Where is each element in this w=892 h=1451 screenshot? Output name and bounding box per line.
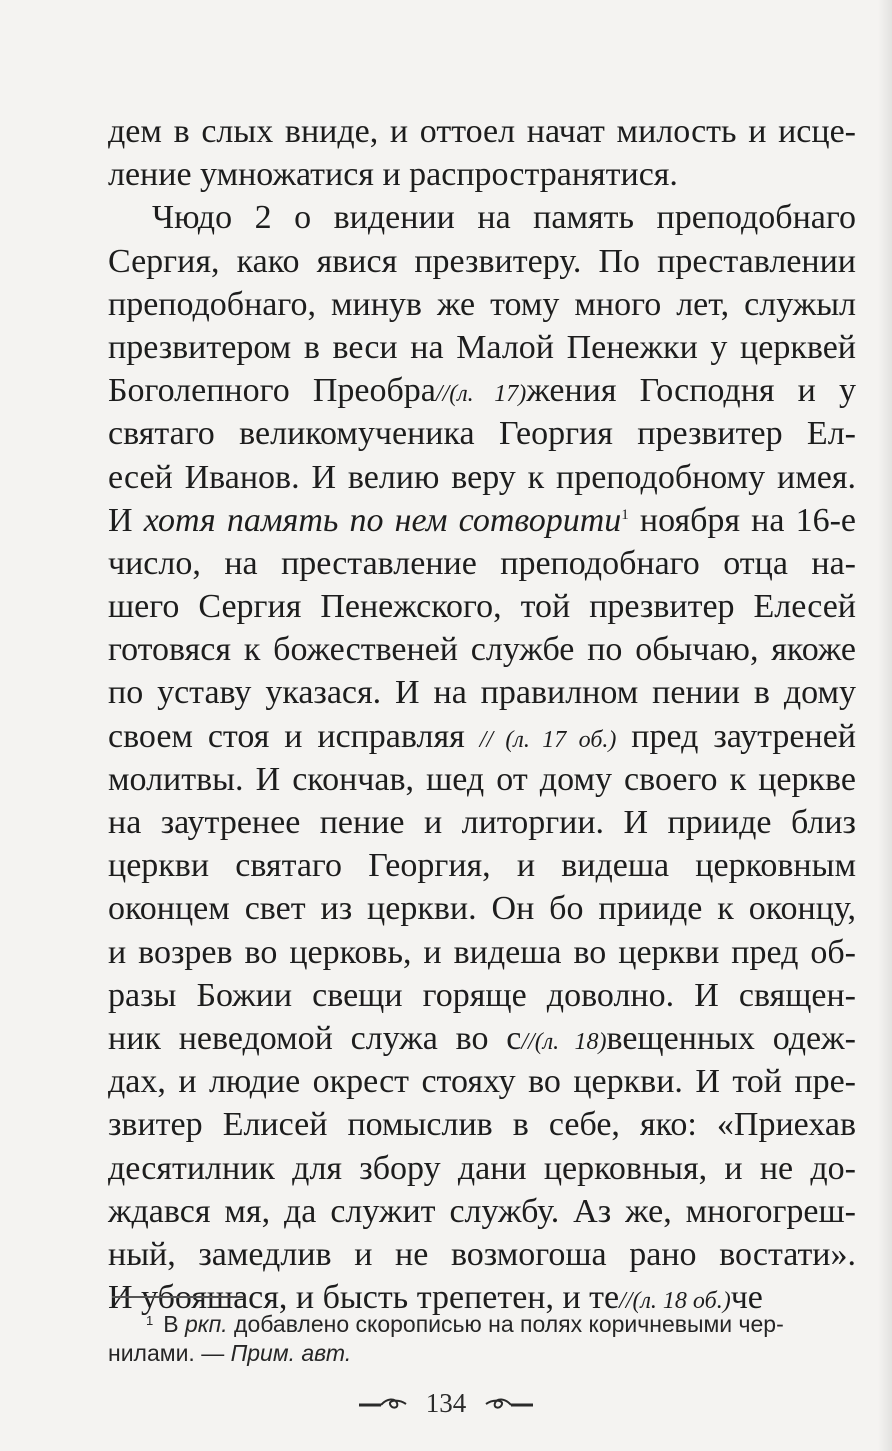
ornament-right-icon: [483, 1397, 535, 1411]
text-line: [108, 283, 856, 326]
text-line: [108, 628, 856, 671]
text-segment: преподобнаго, минув же тому много лет, служыл: [108, 285, 856, 323]
text-segment: ноября на 16-е: [628, 501, 856, 539]
text-segment: звитер Елисей помыслив в себе, яко: «Приехав: [108, 1106, 856, 1144]
text-segment: молитвы. И скончав, шед от дому своего к церкве: [108, 760, 856, 798]
text-segment: на заутренее пение и литоргии. И прииде близ: [108, 804, 856, 841]
text-line: [108, 1147, 856, 1190]
text-segment: ление умножатися и распространятися.: [108, 156, 678, 194]
text-line: [108, 240, 856, 283]
page-number-footer: [0, 1386, 892, 1419]
footnote-marker: 1: [146, 1313, 154, 1328]
text-segment: готовяся к божественей службе по обычаю, якоже: [108, 631, 856, 669]
text-line: [108, 801, 856, 844]
text-segment: разы Божии свещи горяще доволно. И священ-: [108, 976, 856, 1014]
text-line: [108, 369, 856, 412]
footnote-ref: 1: [621, 506, 629, 523]
text-segment: презвитером в веси на Малой Пенежки у церквей: [108, 328, 856, 366]
footnote: [108, 1304, 856, 1370]
text-line: [108, 931, 856, 974]
text-line: [108, 585, 856, 628]
text-segment: и возрев во церковь, и видеша во церкви пред об-: [108, 933, 856, 971]
main-text: [108, 110, 856, 1319]
text-line: [108, 715, 856, 758]
text-segment: ный, замедлив и не возмогоша рано востати».: [108, 1235, 856, 1273]
text-line: [108, 110, 856, 153]
text-line: [108, 887, 856, 930]
text-segment: пред заутреней: [616, 717, 856, 755]
text-segment: ник неведомой служа во с: [108, 1019, 522, 1057]
text-segment: хотя память по нем сотворити: [143, 501, 622, 539]
folio-reference: // (л. 17 об.): [479, 726, 617, 753]
ornament-left-icon: [357, 1397, 409, 1411]
text-line: [108, 1233, 856, 1276]
text-segment: шего Сергия Пенежского, той презвитер Елесей: [108, 588, 856, 626]
text-segment: оконцем свет из церкви. Он бо прииде к оконцу,: [108, 890, 856, 928]
text-line: [108, 758, 856, 801]
text-line: [108, 1190, 856, 1233]
text-line: [108, 456, 856, 499]
text-segment: святаго великомученика Георгия презвитер Ел-: [108, 415, 856, 453]
text-segment: своем стоя и исправляя: [108, 717, 480, 755]
text-line: [108, 1017, 856, 1060]
text-line: [108, 153, 856, 196]
footnote-rule: [112, 1296, 244, 1298]
text-segment: дем в слых вниде, и оттоел начат милость и исце-: [108, 113, 856, 150]
text-segment: И: [108, 501, 144, 539]
text-segment: церкви святаго Георгия, и видеша церковным: [108, 847, 856, 885]
text-segment: че: [730, 1279, 763, 1317]
page-number: 134: [425, 1388, 467, 1419]
text-segment: жения Господня и у: [526, 372, 856, 410]
text-line: [108, 412, 856, 455]
text-line: [108, 844, 856, 887]
text-line: [108, 671, 856, 714]
text-segment: вещенных одеж-: [606, 1019, 856, 1057]
text-segment: число, на преставление преподобнаго отца на-: [108, 544, 856, 582]
text-segment: И убояшася, и бысть трепетен, и те: [108, 1279, 620, 1317]
folio-reference: //(л. 17): [435, 381, 527, 408]
folio-reference: //(л. 18 об.): [619, 1288, 731, 1315]
text-segment: есей Иванов. И велию веру к преподобному имея.: [108, 458, 856, 496]
page-edge-shadow: [878, 0, 892, 1451]
text-line: [108, 326, 856, 369]
text-line: [108, 499, 856, 542]
footnote-line: $^1$ В ркп. добавлено скорописью на полях коричневыми чер-: [146, 1311, 784, 1337]
text-segment: Чюдо 2 о видении на память преподобнаго: [152, 199, 856, 237]
text-segment: Боголепного Преобра: [108, 372, 436, 410]
text-segment: по уставу указася. И на правилном пении в дому: [108, 674, 856, 712]
text-line: [108, 1103, 856, 1146]
text-segment: ждався мя, да служит службу. Аз же, многогреш-: [108, 1192, 856, 1230]
folio-reference: //(л. 18): [521, 1028, 607, 1055]
text-line: [108, 542, 856, 585]
text-line: [108, 196, 856, 239]
text-line: [108, 1060, 856, 1103]
text-line: [108, 974, 856, 1017]
text-segment: Сергия, како явися презвитеру. По преставлении: [108, 242, 856, 280]
text-segment: десятилник для збору дани церковныя, и не до-: [108, 1149, 856, 1187]
footnote-line: нилами. — Прим. авт.: [108, 1340, 352, 1366]
text-segment: дах, и людие окрест стояху во церкви. И той пре-: [108, 1063, 856, 1101]
